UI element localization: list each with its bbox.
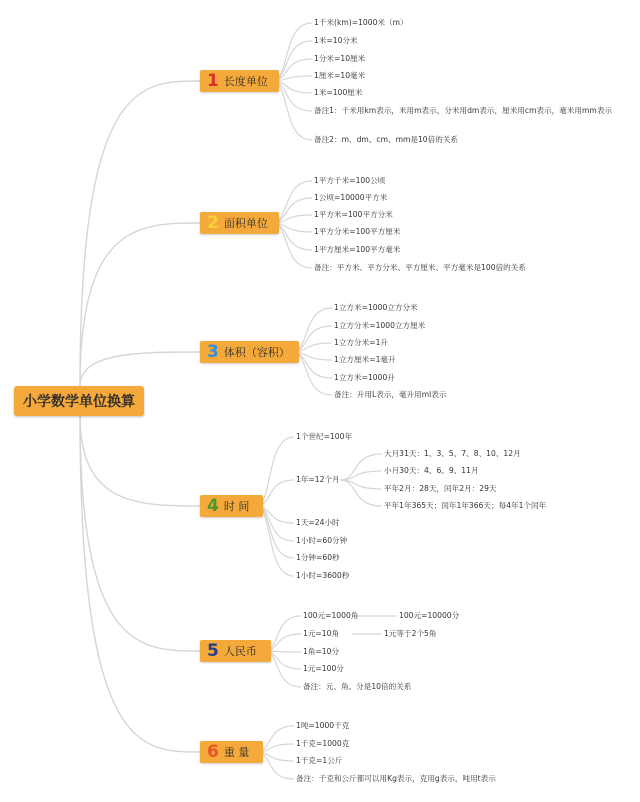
topic-label: 重 量 <box>223 746 250 759</box>
topic-number: 5 <box>207 640 219 661</box>
topic-number: 2 <box>207 212 219 233</box>
money-item: 1角=10分 <box>303 647 340 656</box>
topic-number: 6 <box>207 741 219 762</box>
time-item: 1天=24小时 <box>296 518 340 527</box>
time-century: 1个世纪=100年 <box>296 432 353 441</box>
topic-weight[interactable] <box>200 741 263 763</box>
connector-curve <box>340 480 382 506</box>
topic-money[interactable] <box>200 640 271 662</box>
time-year: 1年=12个月 <box>296 475 340 484</box>
area-item: 1平方米=100平方分米 <box>314 210 393 219</box>
volume-item: 1立方分米=1000立方厘米 <box>334 321 426 330</box>
connector-curve <box>80 416 200 651</box>
money-item: 1元=10角 <box>303 629 340 638</box>
topic-time[interactable] <box>200 495 263 517</box>
area-item: 1公顷=10000平方米 <box>314 193 388 202</box>
topic-label: 长度单位 <box>223 75 268 88</box>
connector-curve <box>80 416 200 506</box>
time-month-item: 平年1年365天；闰年1年366天；每4年1个闰年 <box>384 501 547 510</box>
volume-item: 1立方米=1000立方分米 <box>334 303 418 312</box>
weight-note: 备注：千克和公斤都可以用Kg表示，克用g表示，吨用t表示 <box>296 774 496 783</box>
money-subitem: 100元=10000分 <box>399 611 460 620</box>
topic-number: 4 <box>207 495 219 516</box>
weight-item: 1吨=1000千克 <box>296 721 350 730</box>
time-item: 1小时=60分钟 <box>296 536 348 545</box>
topic-label: 面积单位 <box>223 217 268 230</box>
weight-item: 1千克=1000克 <box>296 739 350 748</box>
volume-item: 1立方米=1000升 <box>334 373 395 382</box>
connector-curve <box>80 352 200 386</box>
topic-label: 体积（容积） <box>223 346 290 359</box>
topic-length[interactable] <box>200 70 279 92</box>
root-topic[interactable] <box>14 386 144 416</box>
topic-label: 人民币 <box>223 645 257 658</box>
connector-curve <box>80 416 200 752</box>
topic-number: 3 <box>207 341 219 362</box>
money-item: 100元=1000角 <box>303 611 359 620</box>
topic-number: 1 <box>207 70 219 91</box>
length-item: 1分米=10厘米 <box>314 54 366 63</box>
time-item: 1小时=3600秒 <box>296 571 350 580</box>
time-month-item: 小月30天：4、6、9、11月 <box>384 466 479 475</box>
topic-area[interactable] <box>200 212 279 234</box>
area-item: 1平方分米=100平方厘米 <box>314 227 401 236</box>
money-item: 1元=100分 <box>303 664 344 673</box>
time-item: 1分钟=60秒 <box>296 553 340 562</box>
length-item: 1厘米=10毫米 <box>314 71 366 80</box>
connector-curve <box>340 454 382 480</box>
root-title: 小学数学单位换算 <box>23 394 135 410</box>
volume-item: 1立方分米=1升 <box>334 338 388 347</box>
length-item: 1千米(km)=1000米（m） <box>314 18 408 27</box>
time-month-item: 大月31天：1、3、5、7、8、10、12月 <box>384 449 521 458</box>
area-note: 备注：平方米、平方分米、平方厘米、平方毫米是100倍的关系 <box>314 263 526 272</box>
time-month-item: 平年2月：28天，闰年2月：29天 <box>384 484 497 493</box>
length-note: 备注1：千米用km表示，米用m表示，分米用dm表示，厘米用cm表示，毫米用mm表示 <box>314 106 613 115</box>
area-item: 1平方千米=100公顷 <box>314 176 386 185</box>
length-item: 1米=100厘米 <box>314 88 363 97</box>
money-note: 备注：元、角、分是10倍的关系 <box>303 682 412 691</box>
topic-volume[interactable] <box>200 341 299 363</box>
length-item: 1米=10分米 <box>314 36 358 45</box>
topic-label: 时 间 <box>223 500 250 513</box>
money-subitem: 1元等于2个5角 <box>384 629 437 638</box>
area-item: 1平方厘米=100平方毫米 <box>314 245 401 254</box>
length-note: 备注2：m、dm、cm、mm是10倍的关系 <box>314 135 459 144</box>
volume-item: 1立方厘米=1毫升 <box>334 355 396 364</box>
weight-item: 1千克=1公斤 <box>296 756 343 765</box>
volume-note: 备注：升用L表示，毫升用ml表示 <box>334 390 447 399</box>
connector-curve <box>80 81 200 386</box>
